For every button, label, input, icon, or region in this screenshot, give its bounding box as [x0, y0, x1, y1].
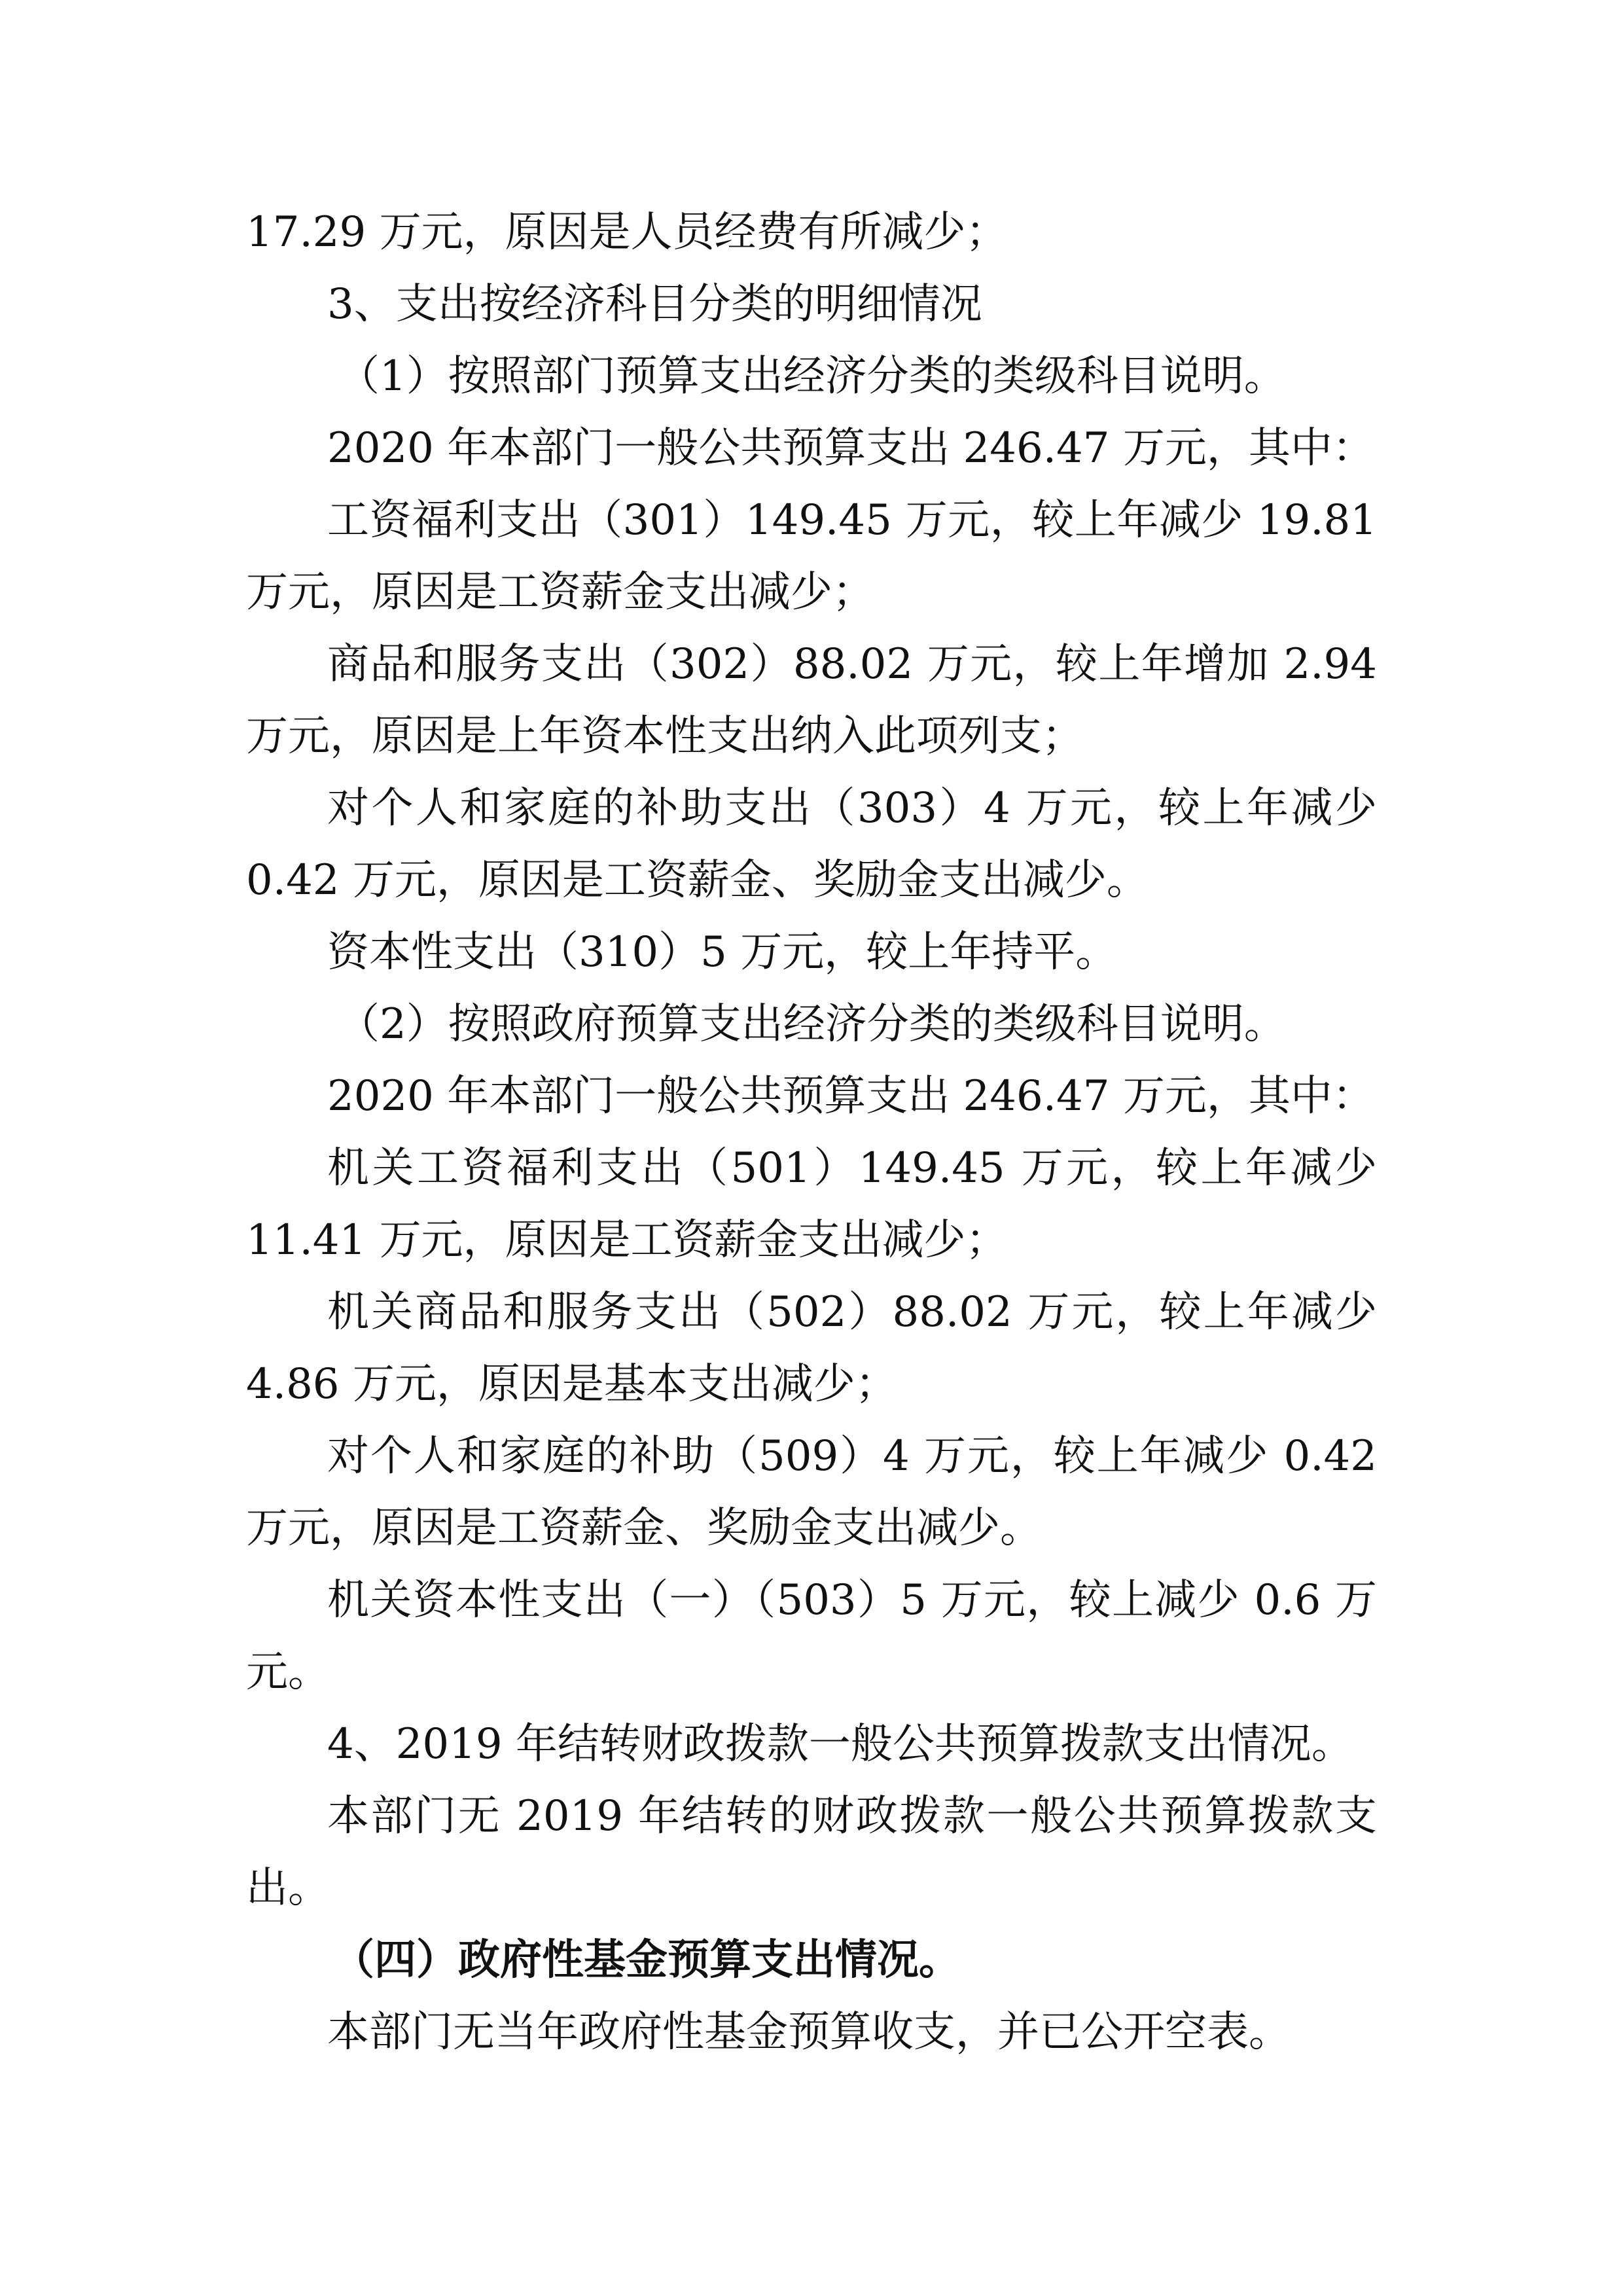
paragraph-line: 资本性支出（310）5 万元，较上年持平。 [327, 928, 1118, 977]
subsection-heading: （1）按照部门预算支出经济分类的类级科目说明。 [338, 352, 1286, 401]
subsection-heading: （2）按照政府预算支出经济分类的类级科目说明。 [338, 1000, 1286, 1049]
paragraph-line: 万元，原因是工资薪金支出减少； [246, 568, 874, 617]
paragraph-line: 万元，原因是上年资本性支出纳入此项列支； [246, 712, 1084, 761]
paragraph-line: 0.42 万元，原因是工资薪金、奖励金支出减少。 [246, 856, 1149, 905]
paragraph-line: 元。 [246, 1648, 330, 1696]
paragraph-line: 对个人和家庭的补助支出（303）4 万元，较上年减少 [327, 784, 1377, 833]
paragraph-line: 对个人和家庭的补助（509）4 万元，较上年减少 0.42 [327, 1432, 1377, 1480]
paragraph-line: 2020 年本部门一般公共预算支出 246.47 万元，其中： [327, 1072, 1374, 1121]
section-heading: 4、2019 年结转财政拨款一般公共预算拨款支出情况。 [327, 1720, 1353, 1768]
paragraph-line: 本部门无 2019 年结转的财政拨款一般公共预算拨款支 [327, 1792, 1377, 1840]
paragraph-line: 万元，原因是工资薪金、奖励金支出减少。 [246, 1504, 1042, 1552]
paragraph-line: 17.29 万元，原因是人员经费有所减少； [246, 208, 1008, 257]
section-heading: （四）政府性基金预算支出情况。 [332, 1935, 961, 1984]
paragraph-line: 4.86 万元，原因是基本支出减少； [246, 1360, 897, 1408]
paragraph-line: 本部门无当年政府性基金预算收支，并已公开空表。 [327, 2008, 1291, 2056]
paragraph-line: 机关商品和服务支出（502）88.02 万元，较上年减少 [327, 1288, 1377, 1336]
paragraph-line: 机关工资福利支出（501）149.45 万元，较上年减少 [327, 1144, 1377, 1193]
paragraph-line: 机关资本性支出（一）（503）5 万元，较上减少 0.6 万 [327, 1576, 1377, 1624]
paragraph-line: 2020 年本部门一般公共预算支出 246.47 万元，其中： [327, 424, 1374, 473]
paragraph-line: 工资福利支出（301）149.45 万元，较上年减少 19.81 [327, 496, 1377, 545]
paragraph-line: 出。 [246, 1864, 330, 1912]
paragraph-line: 商品和服务支出（302）88.02 万元，较上年增加 2.94 [327, 640, 1377, 689]
section-heading: 3、支出按经济科目分类的明细情况 [327, 280, 982, 329]
paragraph-line: 11.41 万元，原因是工资薪金支出减少； [246, 1216, 1008, 1265]
